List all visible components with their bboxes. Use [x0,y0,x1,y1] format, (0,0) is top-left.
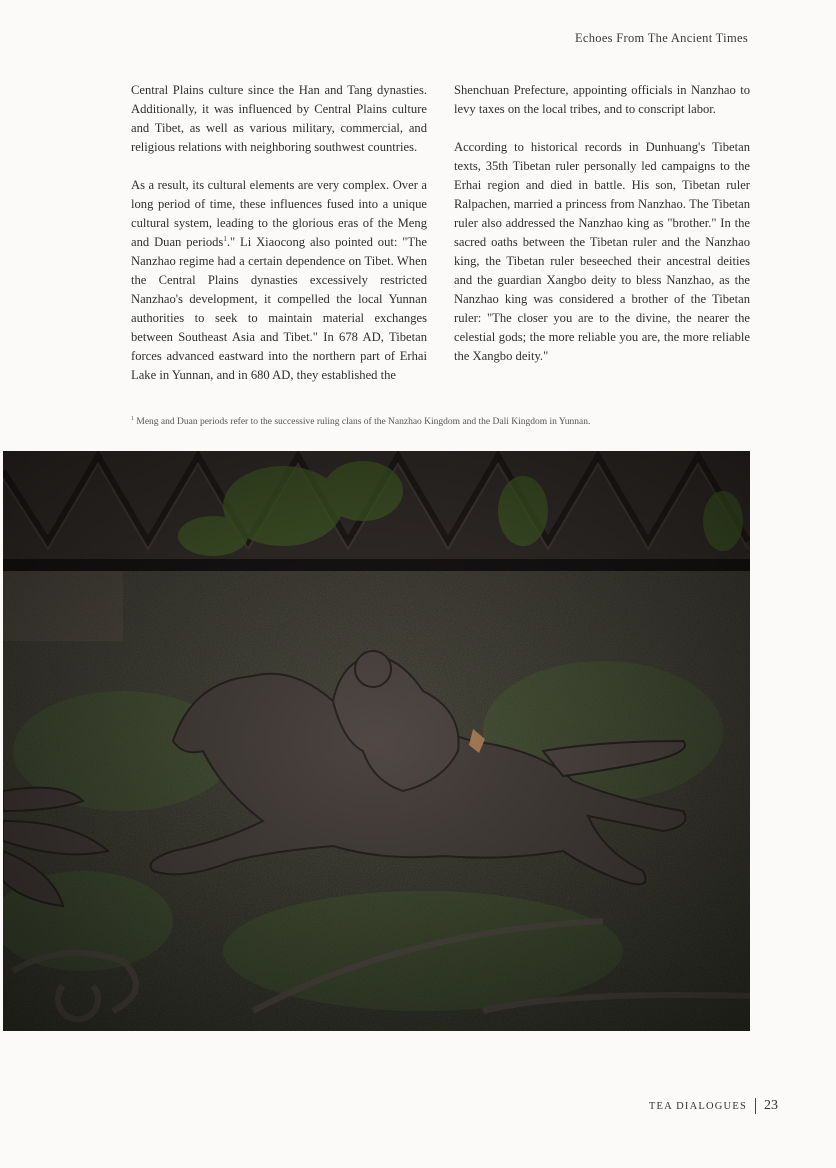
footnote [131,417,751,427]
running-title: Echoes From The Ancient Times [574,31,748,45]
stone-relief-photo [3,451,750,1031]
magazine-name: TEA DIALOGUES [648,1100,747,1112]
left-paragraph-2-part-a: As a result, its cultural elements are very complex. Over a long period of time, these influences fused into a unique cultural system, leading to the glorious eras of the Meng and Duan periods [131,178,427,249]
right-paragraph-2: According to historical records in Dunhuang's Tibetan texts, 35th Tibetan ruler personally led campaigns to the Erhai region and died in battle. His son, Tibetan ruler Ralpachen, married a princess from Nanzhao. The Tibetan ruler also addressed the Nanzhao king as "brother." In the sacred oaths between the Tibetan ruler and the Nanzhao king, the Tibetan ruler beseeched their ancestral deities and the guardian Xangbo deity to bless Nanzhao, as the Nanzhao king was considered a brother of the Tibetan ruler: "The closer you are to the divine, the nearer the celestial gods; the more reliable you are, the more reliable the Xangbo deity." [454,140,750,363]
page-footer [649,1098,778,1114]
footer-divider [755,1098,756,1114]
footnote-text: Meng and Duan periods refer to the successive ruling clans of the Nanzhao Kingdom and the Dali Kingdom in Yunnan. [134,417,591,427]
left-paragraph-2 [131,176,427,385]
right-column [454,81,750,385]
footnote-reference[interactable]: 1 [223,234,227,243]
right-paragraph-1: Shenchuan Prefecture, appointing officials in Nanzhao to levy taxes on the local tribes, and to conscript labor. [454,83,750,116]
horse-rider-relief-image [3,451,750,1031]
footnote-marker: 1 [131,415,134,422]
page-number: 23 [764,1098,778,1113]
left-paragraph-2-part-b: ." Li Xiaocong also pointed out: "The Nanzhao regime had a certain dependence on Tibet. When the Central Plains dynasties excessively restricted Nanzhao's development, it compelled the local Yunnan authorities to seek to maintain material exchanges between Southeast Asia and Tibet." In 678 AD, Tibetan forces advanced eastward into the northern part of Erhai Lake in Yunnan, and in 680 AD, they established the [131,235,427,382]
left-paragraph-1: Central Plains culture since the Han and Tang dynasties. Additionally, it was influenced by Central Plains culture and Tibet, as well as various military, commercial, and religious relations with neighboring southwest countries. [131,83,427,154]
left-column [131,81,427,404]
